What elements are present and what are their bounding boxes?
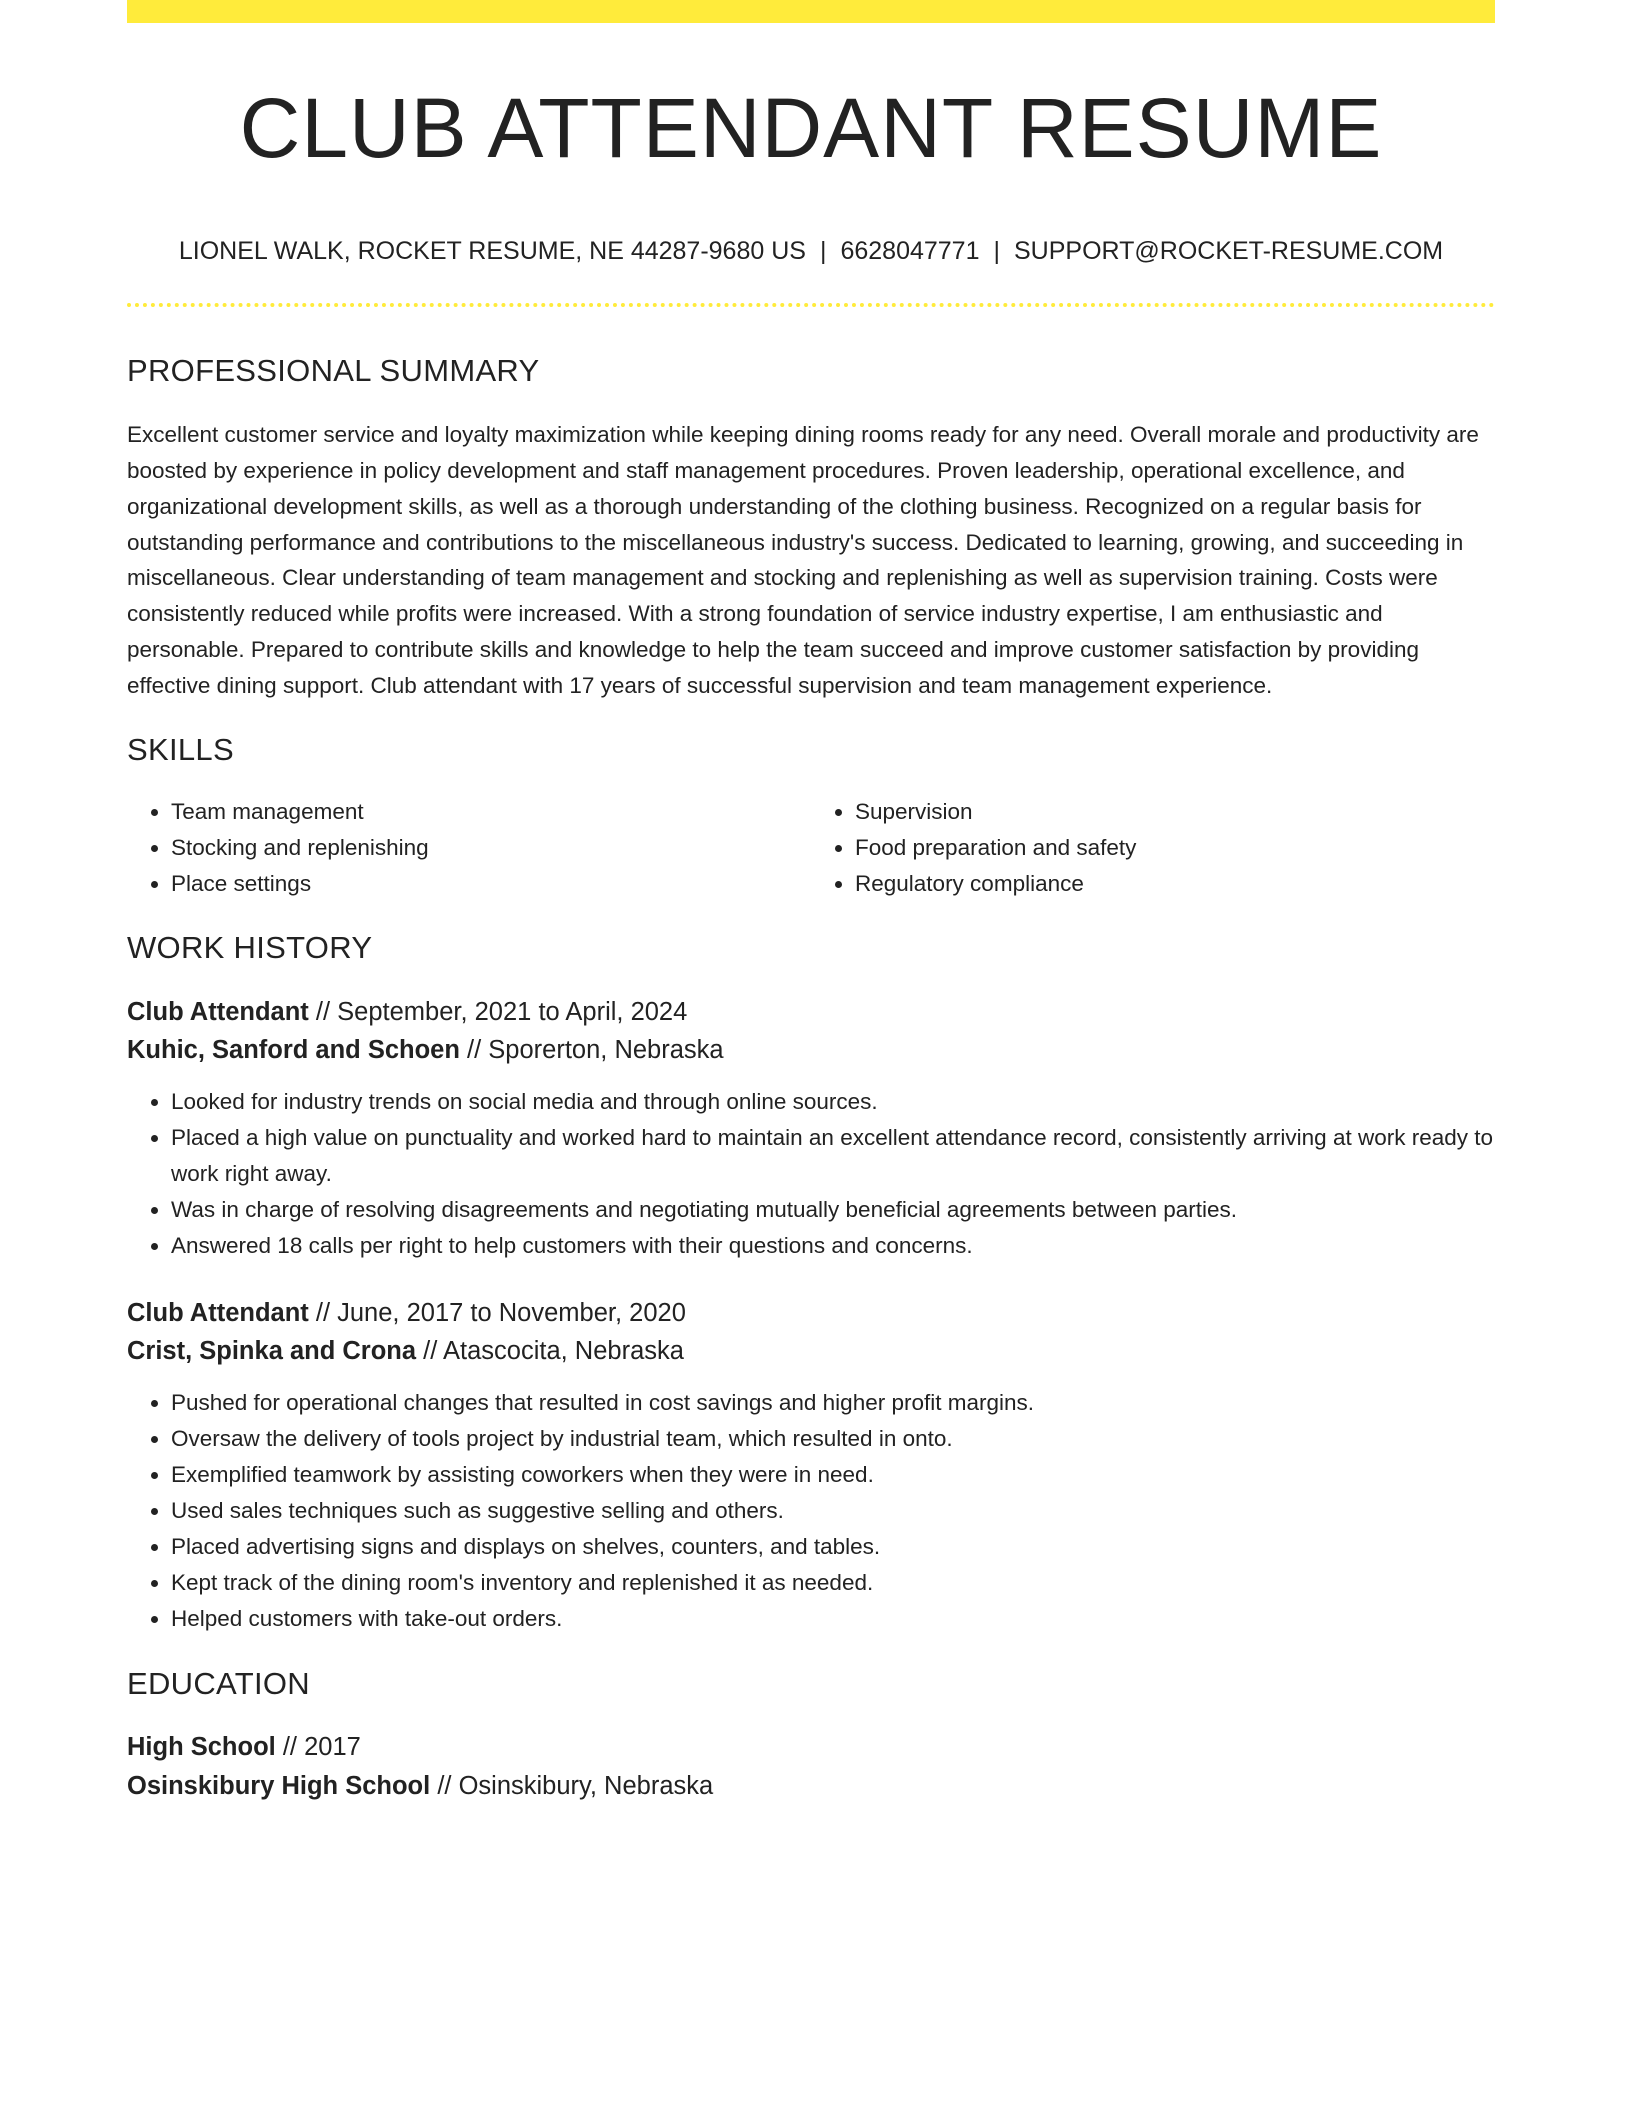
job-title-line	[127, 1294, 1495, 1333]
job-duty: • Looked for industry trends on social media and through online sources.	[171, 1084, 1495, 1120]
skill-item: • Regulatory compliance	[855, 866, 1495, 902]
education-location: // Osinskibury, Nebraska	[437, 1771, 714, 1800]
job-duty: • Placed a high value on punctuality and worked hard to maintain an excellent attendance record, consistently arriving at work ready to work right away.	[171, 1120, 1495, 1192]
resume-page	[127, 0, 1495, 1805]
job-title: Club Attendant	[127, 997, 309, 1026]
job-company-line	[127, 1332, 1495, 1371]
contact-email: SUPPORT@ROCKET-RESUME.COM	[1014, 237, 1444, 265]
job-entry	[127, 1294, 1495, 1637]
skills-column-right	[811, 794, 1495, 902]
job-company-line	[127, 1031, 1495, 1070]
skill-item: • Place settings	[171, 866, 811, 902]
education-school-line	[127, 1767, 1495, 1806]
job-duty: • Helped customers with take-out orders.	[171, 1601, 1495, 1637]
contact-separator: |	[819, 237, 827, 265]
job-dates: // September, 2021 to April, 2024	[315, 997, 688, 1026]
education-degree: High School	[127, 1733, 276, 1762]
job-duty: • Kept track of the dining room's inventory and replenished it as needed.	[171, 1565, 1495, 1601]
work-history-heading: WORK HISTORY	[127, 929, 373, 965]
resume-title: CLUB ATTENDANT RESUME	[239, 81, 1383, 175]
job-title: Club Attendant	[127, 1298, 309, 1327]
education-entry	[127, 1728, 1495, 1805]
summary-heading: PROFESSIONAL SUMMARY	[127, 353, 540, 388]
job-company: Crist, Spinka and Crona	[127, 1337, 417, 1366]
job-duty: • Exemplified teamwork by assisting coworkers when they were in need.	[171, 1457, 1495, 1493]
job-duty: • Was in charge of resolving disagreements and negotiating mutually beneficial agreements between parties.	[171, 1192, 1495, 1228]
contact-separator: |	[993, 237, 1000, 265]
skill-item: • Team management	[171, 794, 811, 830]
job-title-line	[127, 993, 1495, 1032]
education-degree-line	[127, 1728, 1495, 1767]
education-school: Osinskibury High School	[127, 1771, 431, 1800]
dotted-divider	[127, 303, 1495, 307]
job-duties	[127, 1084, 1495, 1264]
job-company: Kuhic, Sanford and Schoen	[127, 1036, 460, 1065]
summary-text: Excellent customer service and loyalty maximization while keeping dining rooms ready for any need. Overall morale and productivity are boosted by experience in policy development and staff management procedures. Proven leadership, operational excellence, and organizational development skills, as well as a thorough understanding of the clothing business. Recognized on a regular basis for outstanding performance and contributions to the miscellaneous industry's success. Dedicated to learning, growing, and succeeding in miscellaneous. Clear understanding of team management and stocking and replenishing as well as supervision training. Costs were consistently reduced while profits were increased. With a strong foundation of service industry expertise, I am enthusiastic and personable. Prepared to contribute skills and knowledge to help the team succeed and improve customer satisfaction by providing effective dining support. Club attendant with 17 years of successful supervision and team management experience.	[127, 422, 1479, 698]
job-duty: • Placed advertising signs and displays on shelves, counters, and tables.	[171, 1529, 1495, 1565]
education-heading: EDUCATION	[127, 1665, 310, 1701]
education-year: // 2017	[282, 1733, 361, 1762]
skills-list	[127, 794, 1495, 902]
contact-phone: 6628047771	[840, 237, 980, 265]
contact-address: LIONEL WALK, ROCKET RESUME, NE 44287-9680 US	[178, 237, 806, 265]
skill-item: • Supervision	[855, 794, 1495, 830]
skill-item: • Stocking and replenishing	[171, 830, 811, 866]
job-duty: • Oversaw the delivery of tools project by industrial team, which resulted in onto.	[171, 1421, 1495, 1457]
top-accent-bar	[127, 0, 1495, 23]
skill-item: • Food preparation and safety	[855, 830, 1495, 866]
job-duty: • Used sales techniques such as suggestive selling and others.	[171, 1493, 1495, 1529]
job-dates: // June, 2017 to November, 2020	[315, 1298, 686, 1327]
job-duty: • Pushed for operational changes that resulted in cost savings and higher profit margins.	[171, 1385, 1495, 1421]
job-duties	[127, 1385, 1495, 1637]
job-duty: • Answered 18 calls per right to help customers with their questions and concerns.	[171, 1228, 1495, 1264]
skills-column-left	[127, 794, 811, 902]
job-entry	[127, 993, 1495, 1264]
skills-heading: SKILLS	[127, 731, 234, 767]
job-location: // Atascocita, Nebraska	[423, 1337, 684, 1366]
contact-line	[127, 236, 1495, 266]
job-location: // Sporerton, Nebraska	[467, 1036, 724, 1065]
